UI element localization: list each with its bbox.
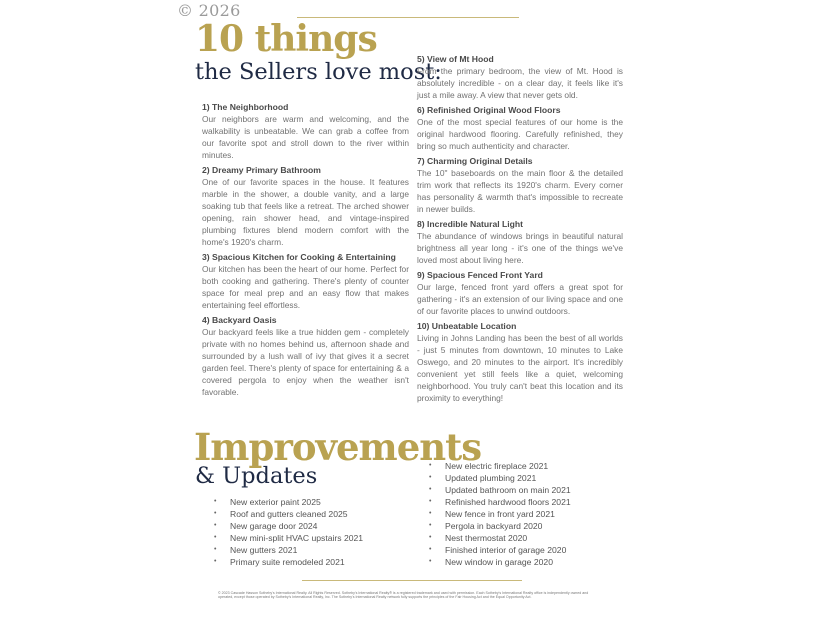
thing-text: The 10" baseboards on the main floor & the detailed trim work that reflects its 1920's charm. Every corner has personality & warmth that's impossible to recreate in newer builds. — [417, 168, 623, 214]
bottom-divider — [302, 580, 522, 581]
thing-item — [417, 218, 623, 266]
improvement-item: • Nest thermostat 2020 — [429, 532, 571, 544]
thing-title: 2) Dreamy Primary Bathroom — [202, 165, 321, 175]
thing-text: Our backyard feels like a true hidden gem - completely private with no homes behind us, afternoon shade and surrounded by a lush wall of ivy that gives it a secret garden feel. There's plenty of space for entertaining & a covered pergola to enjoy when the weather isn't favorable. — [202, 327, 409, 397]
thing-title: 5) View of Mt Hood — [417, 54, 494, 64]
improvement-item: • New garage door 2024 — [214, 520, 363, 532]
thing-item — [202, 251, 409, 311]
improvement-item: • Roof and gutters cleaned 2025 — [214, 508, 363, 520]
copyright-watermark: © 2026 — [177, 1, 241, 20]
page-subtitle: the Sellers love most: — [195, 59, 442, 85]
thing-item — [202, 164, 409, 248]
thing-title: 3) Spacious Kitchen for Cooking & Entertaining — [202, 252, 396, 262]
things-left-column — [202, 101, 409, 401]
thing-text: Our neighbors are warm and welcoming, and the walkability is unbeatable. We can grab a coffee from our favorite spot and stroll down to the river within minutes. — [202, 114, 409, 160]
thing-item — [417, 155, 623, 215]
improvement-item: • New gutters 2021 — [214, 544, 363, 556]
thing-title: 7) Charming Original Details — [417, 156, 533, 166]
thing-text: The abundance of windows brings in beautiful natural brightness all year long - it's one of the things we've loved most about living here. — [417, 231, 623, 265]
improvement-item: • Finished interior of garage 2020 — [429, 544, 571, 556]
improvement-item: • Pergola in backyard 2020 — [429, 520, 571, 532]
things-right-column — [417, 53, 623, 407]
improvement-item: • New electric fireplace 2021 — [429, 460, 571, 472]
improvement-item: • New window in garage 2020 — [429, 556, 571, 568]
legal-fine-print: © 2023 Cascade Hasson Sotheby's International Realty. All Rights Reserved. Sotheby's International Realty® is a registered trademark and used with permission. Each Sotheby's International Realty office is independently owned and operated, except those operated by Sotheby's International Realty, Inc. The Sotheby's International Realty network fully supports the principles of the Fair Housing Act and the Equal Opportunity Act. — [218, 591, 589, 600]
improvement-item: • Updated bathroom on main 2021 — [429, 484, 571, 496]
improvement-item: • New mini-split HVAC upstairs 2021 — [214, 532, 363, 544]
thing-title: 8) Incredible Natural Light — [417, 219, 524, 229]
thing-title: 6) Refinished Original Wood Floors — [417, 105, 561, 115]
thing-text: One of our favorite spaces in the house. It features marble in the shower, a double vanity, and a large soaking tub that feels like a retreat. The arched shower opening, rain shower head, and vintage-inspired plumbing fixtures blend modern comfort with the home's 1920's charm. — [202, 177, 409, 247]
thing-item — [417, 104, 623, 152]
improvements-list-left — [214, 496, 363, 568]
improvements-title: Improvements — [194, 425, 482, 469]
thing-item — [202, 101, 409, 161]
thing-title: 9) Spacious Fenced Front Yard — [417, 270, 543, 280]
thing-text: Living in Johns Landing has been the best of all worlds - just 5 minutes from downtown, 10 minutes to Lake Oswego, and 20 minutes to the airport. It's incredibly convenient yet still feels like a quiet, welcoming neighborhood. You truly can't beat this location and its proximity to everything! — [417, 333, 623, 403]
thing-title: 10) Unbeatable Location — [417, 321, 517, 331]
improvement-item: • New exterior paint 2025 — [214, 496, 363, 508]
page-title: 10 things — [195, 18, 377, 60]
improvement-item: • Updated plumbing 2021 — [429, 472, 571, 484]
thing-item — [417, 320, 623, 404]
improvements-subtitle: & Updates — [195, 463, 318, 489]
thing-item — [417, 53, 623, 101]
thing-item — [417, 269, 623, 317]
improvements-list-right — [429, 460, 571, 568]
thing-title: 4) Backyard Oasis — [202, 315, 277, 325]
thing-text: Our kitchen has been the heart of our home. Perfect for both cooking and gathering. There's plenty of counter space for meal prep and an easy flow that makes entertaining feel effortless. — [202, 264, 409, 310]
thing-text: Our large, fenced front yard offers a great spot for gathering - it's an extension of our living space and one of our favorite places to unwind outdoors. — [417, 282, 623, 316]
thing-text: From the primary bedroom, the view of Mt. Hood is absolutely incredible - on a clear day, it feels like it's just a mile away. A view that never gets old. — [417, 66, 623, 100]
improvement-item: • Refinished hardwood floors 2021 — [429, 496, 571, 508]
improvement-item: • New fence in front yard 2021 — [429, 508, 571, 520]
thing-text: One of the most special features of our home is the original hardwood flooring. Carefully refinished, they bring so much authenticity and character. — [417, 117, 623, 151]
improvement-item: • Primary suite remodeled 2021 — [214, 556, 363, 568]
thing-item — [202, 314, 409, 398]
thing-title: 1) The Neighborhood — [202, 102, 289, 112]
